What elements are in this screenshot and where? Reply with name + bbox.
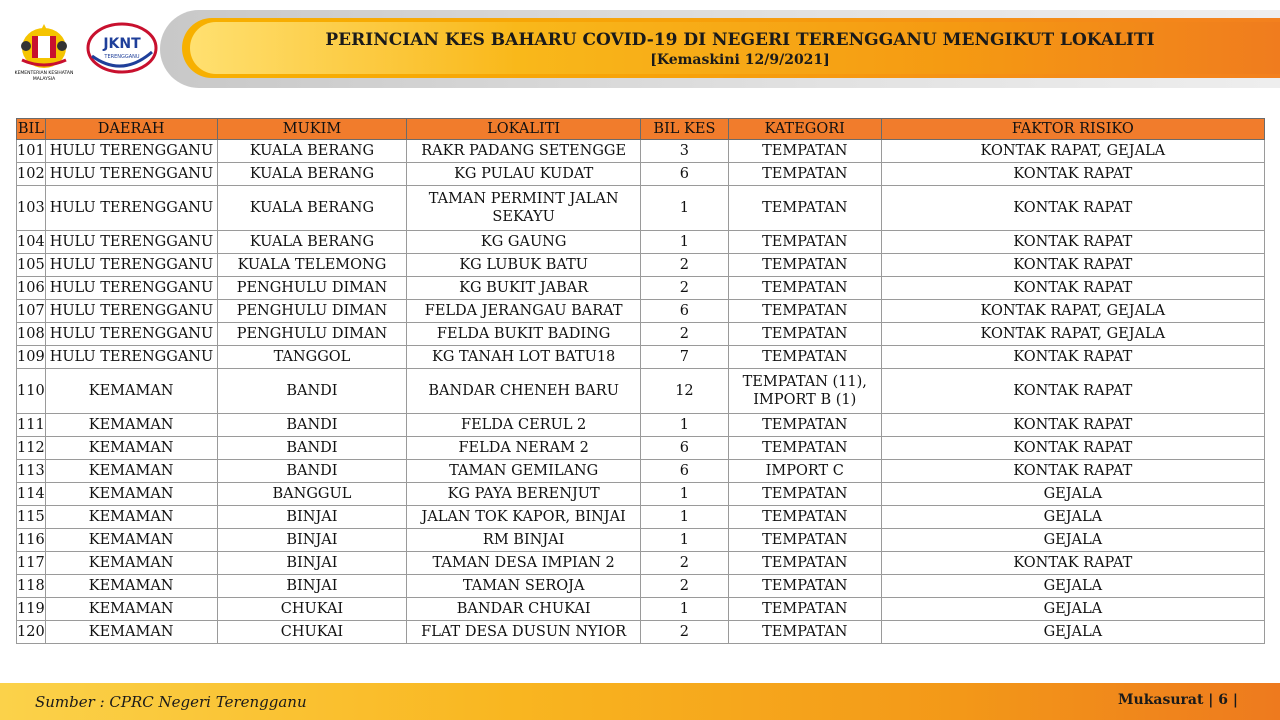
source-note: Sumber : CPRC Negeri Terengganu bbox=[35, 693, 307, 711]
cell-lokaliti: KG PULAU KUDAT bbox=[407, 163, 641, 186]
table-row bbox=[17, 621, 1265, 644]
cell-mukim: CHUKAI bbox=[217, 598, 407, 621]
table-row bbox=[17, 140, 1265, 163]
table-row bbox=[17, 437, 1265, 460]
cell-lokaliti: RM BINJAI bbox=[407, 529, 641, 552]
cell-lokaliti: KG GAUNG bbox=[407, 231, 641, 254]
cell-bil: 104 bbox=[17, 231, 46, 254]
col-header-lokaliti: LOKALITI bbox=[407, 119, 641, 140]
cell-kes: 3 bbox=[640, 140, 728, 163]
cell-lokaliti: FLAT DESA DUSUN NYIOR bbox=[407, 621, 641, 644]
cell-bil: 105 bbox=[17, 254, 46, 277]
cell-kategori: TEMPATAN bbox=[728, 254, 881, 277]
table-row bbox=[17, 460, 1265, 483]
cell-daerah: KEMAMAN bbox=[45, 460, 217, 483]
cell-kes: 2 bbox=[640, 552, 728, 575]
cell-kes: 2 bbox=[640, 277, 728, 300]
cell-mukim: BINJAI bbox=[217, 575, 407, 598]
cell-bil: 106 bbox=[17, 277, 46, 300]
cell-lokaliti: FELDA JERANGAU BARAT bbox=[407, 300, 641, 323]
cell-lokaliti: FELDA NERAM 2 bbox=[407, 437, 641, 460]
page-title: PERINCIAN KES BAHARU COVID-19 DI NEGERI TERENGGANU MENGIKUT LOKALITI bbox=[325, 30, 1155, 50]
cell-kes: 2 bbox=[640, 621, 728, 644]
cell-kategori: TEMPATAN bbox=[728, 323, 881, 346]
col-header-bil: BIL bbox=[17, 119, 46, 140]
cell-kategori: TEMPATAN (11), IMPORT B (1) bbox=[728, 369, 881, 414]
cell-faktor: KONTAK RAPAT, GEJALA bbox=[881, 323, 1264, 346]
cell-lokaliti: FELDA BUKIT BADING bbox=[407, 323, 641, 346]
col-header-mukim: MUKIM bbox=[217, 119, 407, 140]
cell-lokaliti: FELDA CERUL 2 bbox=[407, 414, 641, 437]
cell-bil: 120 bbox=[17, 621, 46, 644]
cell-kes: 12 bbox=[640, 369, 728, 414]
cell-lokaliti: BANDAR CHUKAI bbox=[407, 598, 641, 621]
table-row bbox=[17, 346, 1265, 369]
table-row bbox=[17, 323, 1265, 346]
cell-mukim: BANDI bbox=[217, 437, 407, 460]
cell-faktor: GEJALA bbox=[881, 529, 1264, 552]
cell-kategori: TEMPATAN bbox=[728, 163, 881, 186]
cell-mukim: PENGHULU DIMAN bbox=[217, 277, 407, 300]
cell-faktor: GEJALA bbox=[881, 506, 1264, 529]
cell-bil: 116 bbox=[17, 529, 46, 552]
table-row bbox=[17, 598, 1265, 621]
cell-mukim: KUALA BERANG bbox=[217, 163, 407, 186]
cell-daerah: HULU TERENGGANU bbox=[45, 346, 217, 369]
cell-bil: 109 bbox=[17, 346, 46, 369]
svg-text:MALAYSIA: MALAYSIA bbox=[32, 77, 56, 82]
cell-bil: 103 bbox=[17, 186, 46, 231]
cell-bil: 110 bbox=[17, 369, 46, 414]
table-row bbox=[17, 300, 1265, 323]
cell-kategori: TEMPATAN bbox=[728, 300, 881, 323]
cell-faktor: GEJALA bbox=[881, 483, 1264, 506]
cell-mukim: BINJAI bbox=[217, 529, 407, 552]
svg-text:TERENGGANU: TERENGGANU bbox=[104, 54, 140, 60]
cell-lokaliti: JALAN TOK KAPOR, BINJAI bbox=[407, 506, 641, 529]
cell-lokaliti: TAMAN DESA IMPIAN 2 bbox=[407, 552, 641, 575]
table-row bbox=[17, 254, 1265, 277]
cell-lokaliti: KG LUBUK BATU bbox=[407, 254, 641, 277]
cell-kategori: TEMPATAN bbox=[728, 414, 881, 437]
table-header-row bbox=[17, 119, 1265, 140]
cell-bil: 118 bbox=[17, 575, 46, 598]
table-row bbox=[17, 529, 1265, 552]
page-number: Mukasurat | 6 | bbox=[1118, 692, 1238, 708]
cell-kategori: TEMPATAN bbox=[728, 621, 881, 644]
cell-lokaliti: KG TANAH LOT BATU18 bbox=[407, 346, 641, 369]
table-row bbox=[17, 186, 1265, 231]
cell-daerah: HULU TERENGGANU bbox=[45, 300, 217, 323]
cell-mukim: BANGGUL bbox=[217, 483, 407, 506]
cell-bil: 115 bbox=[17, 506, 46, 529]
cell-kes: 2 bbox=[640, 323, 728, 346]
cell-mukim: KUALA BERANG bbox=[217, 186, 407, 231]
cell-daerah: HULU TERENGGANU bbox=[45, 277, 217, 300]
cell-faktor: KONTAK RAPAT bbox=[881, 437, 1264, 460]
cell-kategori: TEMPATAN bbox=[728, 575, 881, 598]
table-row bbox=[17, 277, 1265, 300]
cell-daerah: KEMAMAN bbox=[45, 598, 217, 621]
cell-mukim: KUALA BERANG bbox=[217, 140, 407, 163]
cell-mukim: KUALA BERANG bbox=[217, 231, 407, 254]
cell-faktor: GEJALA bbox=[881, 598, 1264, 621]
cell-daerah: HULU TERENGGANU bbox=[45, 186, 217, 231]
cell-daerah: HULU TERENGGANU bbox=[45, 231, 217, 254]
cell-kes: 6 bbox=[640, 437, 728, 460]
cell-kes: 1 bbox=[640, 231, 728, 254]
cell-daerah: KEMAMAN bbox=[45, 529, 217, 552]
cell-lokaliti: BANDAR CHENEH BARU bbox=[407, 369, 641, 414]
cell-kes: 6 bbox=[640, 163, 728, 186]
cell-kategori: TEMPATAN bbox=[728, 529, 881, 552]
cell-lokaliti: TAMAN GEMILANG bbox=[407, 460, 641, 483]
cell-mukim: PENGHULU DIMAN bbox=[217, 323, 407, 346]
cell-daerah: KEMAMAN bbox=[45, 414, 217, 437]
cell-daerah: HULU TERENGGANU bbox=[45, 323, 217, 346]
table-row bbox=[17, 369, 1265, 414]
cell-kategori: TEMPATAN bbox=[728, 552, 881, 575]
cell-bil: 113 bbox=[17, 460, 46, 483]
jknt-logo bbox=[86, 22, 158, 74]
svg-text:JKNT: JKNT bbox=[103, 36, 141, 52]
cell-bil: 114 bbox=[17, 483, 46, 506]
cell-lokaliti: TAMAN SEROJA bbox=[407, 575, 641, 598]
cell-bil: 107 bbox=[17, 300, 46, 323]
cell-daerah: HULU TERENGGANU bbox=[45, 254, 217, 277]
cell-kes: 1 bbox=[640, 598, 728, 621]
cell-kategori: TEMPATAN bbox=[728, 483, 881, 506]
cell-lokaliti: KG BUKIT JABAR bbox=[407, 277, 641, 300]
table-row bbox=[17, 575, 1265, 598]
cell-mukim: KUALA TELEMONG bbox=[217, 254, 407, 277]
cell-kes: 2 bbox=[640, 254, 728, 277]
cell-mukim: PENGHULU DIMAN bbox=[217, 300, 407, 323]
cell-faktor: KONTAK RAPAT bbox=[881, 277, 1264, 300]
cell-mukim: BANDI bbox=[217, 414, 407, 437]
cell-bil: 111 bbox=[17, 414, 46, 437]
svg-text:KEMENTERIAN KESIHATAN: KEMENTERIAN KESIHATAN bbox=[14, 71, 74, 76]
cell-faktor: KONTAK RAPAT, GEJALA bbox=[881, 140, 1264, 163]
table-row bbox=[17, 231, 1265, 254]
cell-daerah: KEMAMAN bbox=[45, 369, 217, 414]
cell-lokaliti: KG PAYA BERENJUT bbox=[407, 483, 641, 506]
cell-bil: 117 bbox=[17, 552, 46, 575]
table-row bbox=[17, 163, 1265, 186]
cell-daerah: KEMAMAN bbox=[45, 621, 217, 644]
cell-daerah: HULU TERENGGANU bbox=[45, 140, 217, 163]
col-header-faktor-risiko: FAKTOR RISIKO bbox=[881, 119, 1264, 140]
cell-faktor: GEJALA bbox=[881, 621, 1264, 644]
cell-faktor: GEJALA bbox=[881, 575, 1264, 598]
col-header-kategori: KATEGORI bbox=[728, 119, 881, 140]
cell-daerah: KEMAMAN bbox=[45, 437, 217, 460]
header-banner bbox=[0, 0, 1280, 95]
cell-kes: 1 bbox=[640, 506, 728, 529]
cell-daerah: KEMAMAN bbox=[45, 575, 217, 598]
cell-faktor: KONTAK RAPAT bbox=[881, 552, 1264, 575]
cell-kes: 1 bbox=[640, 186, 728, 231]
cell-mukim: TANGGOL bbox=[217, 346, 407, 369]
cell-kes: 6 bbox=[640, 460, 728, 483]
cell-kes: 1 bbox=[640, 483, 728, 506]
cell-kes: 1 bbox=[640, 529, 728, 552]
cell-kategori: TEMPATAN bbox=[728, 506, 881, 529]
cell-faktor: KONTAK RAPAT bbox=[881, 460, 1264, 483]
cell-mukim: BANDI bbox=[217, 369, 407, 414]
cell-mukim: BINJAI bbox=[217, 552, 407, 575]
footer-bar bbox=[0, 683, 1280, 720]
table-row bbox=[17, 506, 1265, 529]
cell-mukim: CHUKAI bbox=[217, 621, 407, 644]
cell-kes: 6 bbox=[640, 300, 728, 323]
cell-faktor: KONTAK RAPAT bbox=[881, 414, 1264, 437]
cell-bil: 108 bbox=[17, 323, 46, 346]
cell-kategori: IMPORT C bbox=[728, 460, 881, 483]
cell-faktor: KONTAK RAPAT bbox=[881, 369, 1264, 414]
cell-kategori: TEMPATAN bbox=[728, 186, 881, 231]
cell-bil: 112 bbox=[17, 437, 46, 460]
cell-mukim: BANDI bbox=[217, 460, 407, 483]
cell-faktor: KONTAK RAPAT bbox=[881, 231, 1264, 254]
cell-kategori: TEMPATAN bbox=[728, 598, 881, 621]
cell-bil: 101 bbox=[17, 140, 46, 163]
table-row bbox=[17, 552, 1265, 575]
cell-kategori: TEMPATAN bbox=[728, 437, 881, 460]
moh-crest-logo bbox=[14, 22, 74, 84]
page-subtitle: [Kemaskini 12/9/2021] bbox=[650, 52, 830, 68]
cell-faktor: KONTAK RAPAT bbox=[881, 163, 1264, 186]
cell-daerah: KEMAMAN bbox=[45, 506, 217, 529]
cell-faktor: KONTAK RAPAT bbox=[881, 346, 1264, 369]
cell-bil: 119 bbox=[17, 598, 46, 621]
cell-kategori: TEMPATAN bbox=[728, 140, 881, 163]
cell-faktor: KONTAK RAPAT bbox=[881, 186, 1264, 231]
cell-mukim: BINJAI bbox=[217, 506, 407, 529]
cell-kategori: TEMPATAN bbox=[728, 231, 881, 254]
cell-daerah: HULU TERENGGANU bbox=[45, 163, 217, 186]
cell-kategori: TEMPATAN bbox=[728, 277, 881, 300]
cases-table bbox=[16, 118, 1265, 644]
col-header-bil-kes: BIL KES bbox=[640, 119, 728, 140]
table-row bbox=[17, 483, 1265, 506]
cell-daerah: KEMAMAN bbox=[45, 552, 217, 575]
cell-lokaliti: RAKR PADANG SETENGGE bbox=[407, 140, 641, 163]
cell-daerah: KEMAMAN bbox=[45, 483, 217, 506]
cell-kategori: TEMPATAN bbox=[728, 346, 881, 369]
cell-faktor: KONTAK RAPAT, GEJALA bbox=[881, 300, 1264, 323]
table-row bbox=[17, 414, 1265, 437]
cell-kes: 7 bbox=[640, 346, 728, 369]
cell-faktor: KONTAK RAPAT bbox=[881, 254, 1264, 277]
col-header-daerah: DAERAH bbox=[45, 119, 217, 140]
cell-kes: 1 bbox=[640, 414, 728, 437]
cell-kes: 2 bbox=[640, 575, 728, 598]
cell-bil: 102 bbox=[17, 163, 46, 186]
cell-lokaliti: TAMAN PERMINT JALAN SEKAYU bbox=[407, 186, 641, 231]
